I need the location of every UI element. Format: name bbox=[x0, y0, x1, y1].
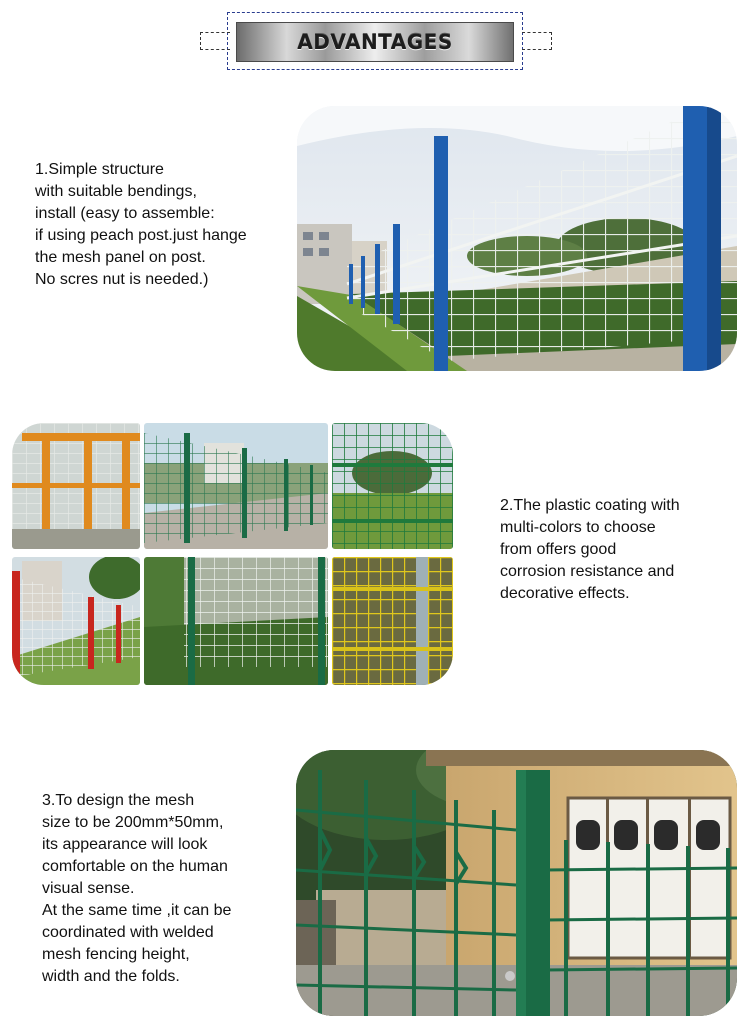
section1-line: 1.Simple structure bbox=[35, 161, 164, 178]
header-banner bbox=[236, 22, 514, 62]
section1-line: install (easy to assemble: bbox=[35, 205, 215, 222]
section3-line: mesh fencing height, bbox=[42, 946, 190, 963]
section3-line: At the same time ,it can be bbox=[42, 902, 232, 919]
yellow-fence-photo bbox=[332, 557, 453, 685]
section3-line: its appearance will look bbox=[42, 836, 208, 853]
header-wing-right bbox=[522, 32, 552, 50]
section3-line: coordinated with welded bbox=[42, 924, 214, 941]
section2-line: from offers good bbox=[500, 541, 617, 558]
section1-line: the mesh panel on post. bbox=[35, 249, 206, 266]
section3-line: size to be 200mm*50mm, bbox=[42, 814, 224, 831]
section2-line: corrosion resistance and bbox=[500, 563, 675, 580]
section1-line: with suitable bendings, bbox=[35, 183, 197, 200]
header-title: ADVANTAGES bbox=[297, 30, 453, 54]
orange-frame-fence-photo bbox=[12, 423, 140, 549]
green-post-white-mesh-photo bbox=[144, 557, 328, 685]
section2-text bbox=[500, 495, 740, 605]
section2-line: 2.The plastic coating with bbox=[500, 497, 680, 514]
blue-post-fence-photo bbox=[297, 106, 737, 371]
header-wing-left bbox=[200, 32, 230, 50]
section1-text bbox=[35, 159, 290, 291]
green-fence-building-photo bbox=[296, 750, 737, 1016]
section3-line: visual sense. bbox=[42, 880, 135, 897]
section2-line: multi-colors to choose bbox=[500, 519, 656, 536]
section3-line: comfortable on the human bbox=[42, 858, 228, 875]
section3-line: width and the folds. bbox=[42, 968, 180, 985]
section3-line: 3.To design the mesh bbox=[42, 792, 195, 809]
color-options-photo-grid bbox=[12, 423, 453, 685]
green-fence-street-photo bbox=[144, 423, 328, 549]
section1-line: No scres nut is needed.) bbox=[35, 271, 209, 288]
section2-line: decorative effects. bbox=[500, 585, 630, 602]
green-fence-park-photo bbox=[332, 423, 453, 549]
section1-line: if using peach post.just hange bbox=[35, 227, 247, 244]
red-post-fence-photo bbox=[12, 557, 140, 685]
section3-text bbox=[42, 790, 287, 988]
